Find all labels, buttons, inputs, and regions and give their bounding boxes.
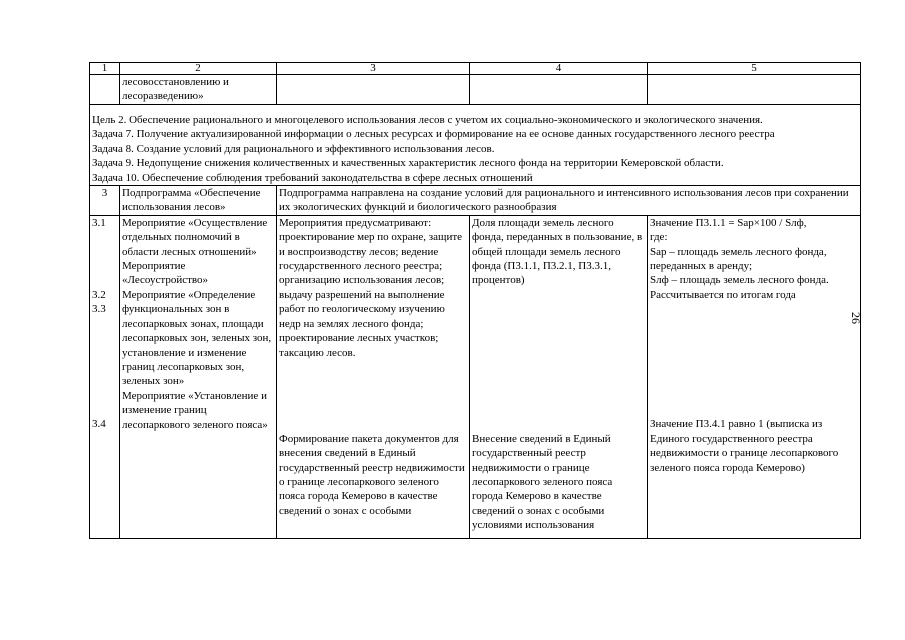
goal-line: Цель 2. Обеспечение рационального и многоцелевого использования лесов с учетом их социально-экономического и экологического значения. — [92, 114, 763, 126]
header-col-3: 3 — [277, 63, 470, 75]
measure-description: Мероприятия предусматривают: проектирование мер по охране, защите и воспроизводству лесов; ведение государственного лесного реестра; организацию использования лесов; выдачу разрешений на выполнение работ по геологическому изучению недр на землях лесного фонда; проектирование лесных участков; таксацию лесов. — [279, 216, 463, 359]
measure-number: 3.2 — [92, 288, 106, 301]
task-line: Задача 8. Создание условий для рационального и эффективного использования лесов. — [92, 142, 495, 155]
task-line: Задача 7. Получение актуализированной информации о лесных ресурсах и формирование на ее основе данных государственного лесного реестра — [92, 128, 775, 141]
task-line: Задача 9. Недопущение снижения количественных и качественных характеристик лесного фонда на территории Кемеровской области. — [92, 157, 724, 170]
measure-name: Мероприятие «Определение функциональных зон в лесопарковых зонах, площади лесопарковых зон, зеленых зон, установление и изменение границ лесопарковых зон, зеленых зон» — [122, 288, 272, 388]
formula-line: где: — [650, 231, 668, 244]
formula-text: Значение П3.4.1 равно 1 (выписка из Единого государственного реестра недвижимости о границе лесопаркового зеленого пояса города Кемерово) — [650, 418, 839, 474]
task-line: Задача 10. Обеспечение соблюдения требований законодательства в сфере лесных отношений — [92, 171, 533, 184]
measure-numbers — [90, 215, 120, 538]
measure-name: Мероприятие «Осуществление отдельных полномочий в области лесных отношений» — [122, 216, 268, 258]
subprogram-row — [90, 186, 861, 216]
formula-line: Sлф – площадь земель лесного фонда. — [650, 274, 829, 287]
subprogram-name: Подпрограмма «Обеспечение использования лесов» — [120, 186, 277, 216]
header-col-5: 5 — [648, 63, 861, 75]
formula-line: Значение П3.1.1 = Sap×100 / Sлф, — [650, 216, 807, 229]
measure-name: Мероприятие «Лесоустройство» — [122, 260, 209, 287]
subprogram-description: Подпрограмма направлена на создание условий для рационального и интенсивного использования лесов при сохранении их экологических функций и биологического разнообразия — [277, 186, 861, 216]
page-number: 26 — [849, 312, 863, 324]
measure-name: Мероприятие «Установление и изменение границ лесопаркового зеленого пояса» — [122, 389, 268, 431]
formula-line: Sap – площадь земель лесного фонда, переданных в аренду; — [650, 245, 827, 273]
indicator-formulas — [648, 215, 861, 538]
header-col-2: 2 — [120, 63, 277, 75]
measures-table — [89, 62, 861, 539]
indicator-names — [470, 215, 648, 538]
measure-descriptions — [277, 215, 470, 538]
header-col-1: 1 — [90, 63, 120, 75]
measure-names — [120, 215, 277, 538]
indicator-name: Внесение сведений в Единый государственный реестр недвижимости о границе лесопаркового зеленого пояса города Кемерово в качестве сведений о зонах с особыми условиями использования — [472, 432, 613, 532]
measures-row — [90, 215, 861, 538]
measure-number: 3.4 — [92, 418, 106, 431]
header-col-4: 4 — [470, 63, 648, 75]
measure-description: Формирование пакета документов для внесения сведений в Единый государственный реестр недвижимости о границе лесопаркового зеленого пояса города Кемерово в качестве сведений о зонах с особыми — [279, 432, 465, 517]
goal-row — [90, 105, 861, 186]
continuation-text: лесовосстановлению и лесоразведению» — [120, 75, 277, 105]
table-header-row — [90, 63, 861, 75]
subprogram-number: 3 — [90, 186, 120, 216]
formula-line: Рассчитывается по итогам года — [650, 288, 796, 301]
continuation-row — [90, 75, 861, 105]
measure-number: 3.3 — [92, 303, 106, 316]
goal-cell — [90, 105, 861, 186]
measure-number: 3.1 — [92, 216, 106, 229]
indicator-name: Доля площади земель лесного фонда, переданных в пользование, в общей площади земель лесного фонда (П3.1.1, П3.2.1, П3.3.1, процентов) — [472, 216, 643, 287]
